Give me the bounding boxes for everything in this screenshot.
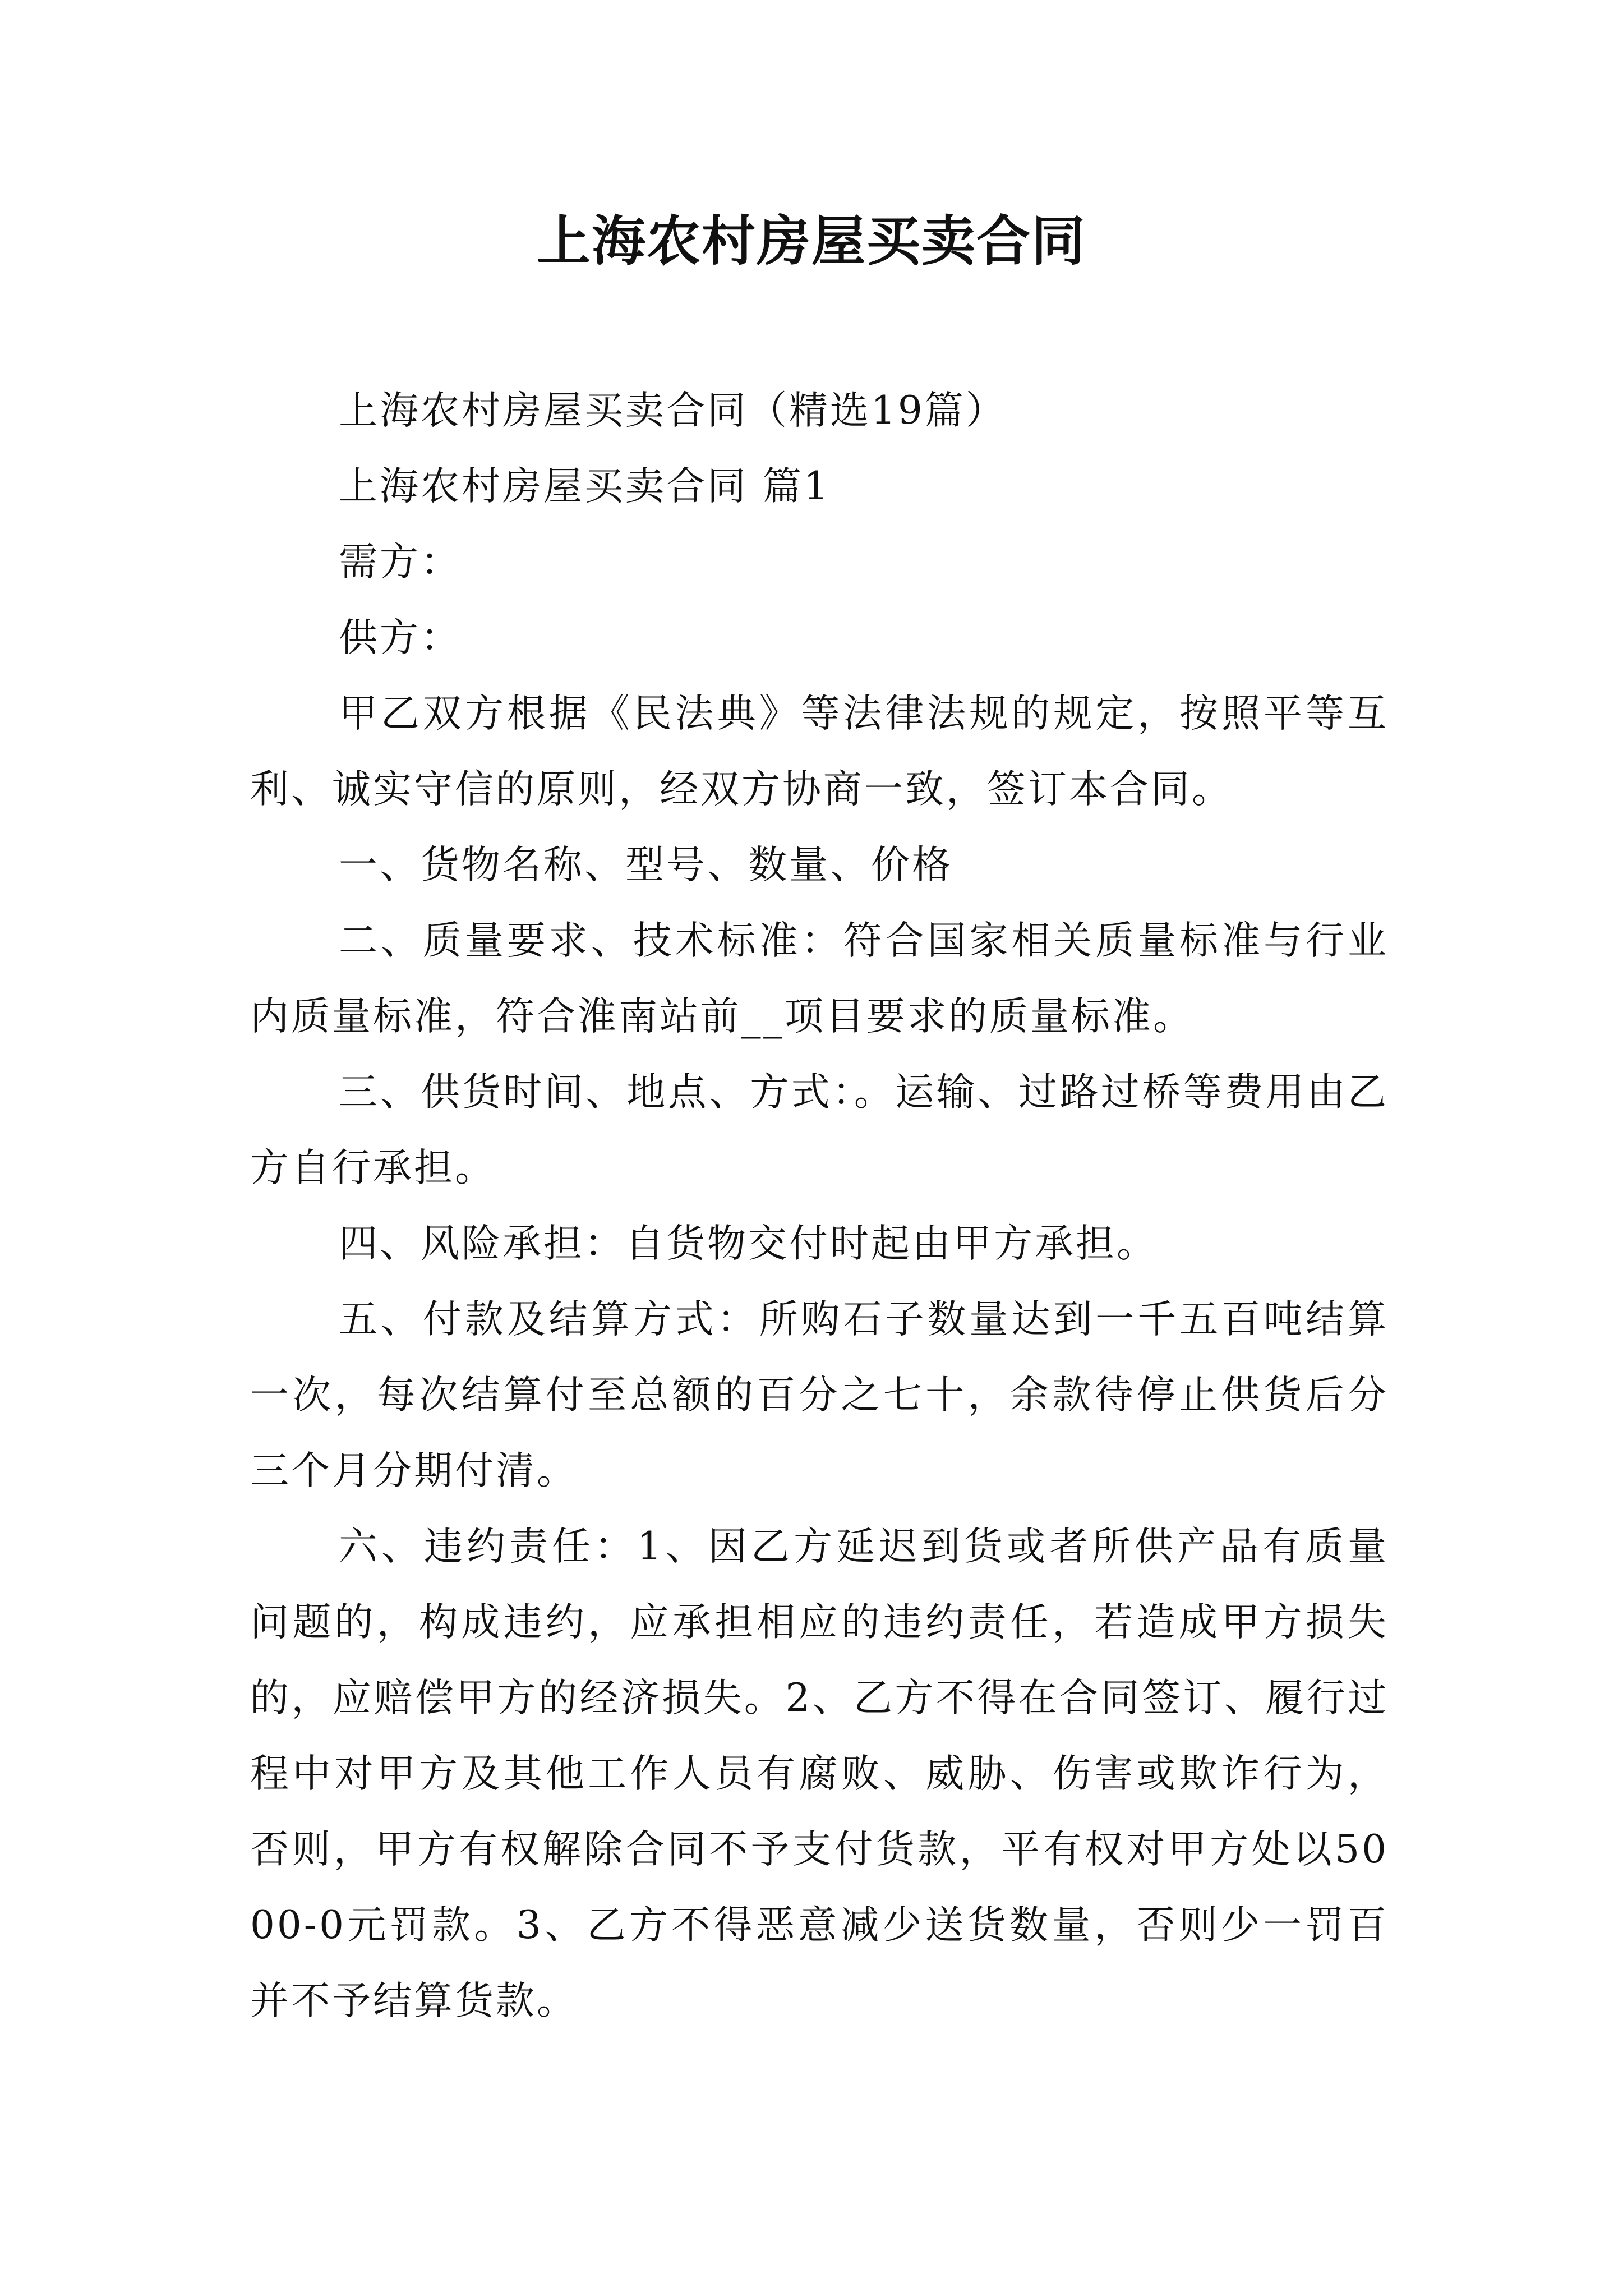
paragraph-clause-1: 一、货物名称、型号、数量、价格 — [339, 843, 953, 887]
paragraph-clause-5: 五、付款及结算方式：所购石子数量达到一千五百吨结算一次，每次结算付至总额的百分之七十，余款待停止供货后分三个月分期付清。 — [250, 1297, 1389, 1493]
paragraph-clause-4: 四、风险承担：自货物交付时起由甲方承担。 — [339, 1221, 1158, 1266]
paragraph-subtitle: 上海农村房屋买卖合同（精选19篇） — [339, 388, 1007, 433]
document-title: 上海农村房屋买卖合同 — [537, 209, 1086, 273]
paragraph-buyer: 需方： — [339, 540, 462, 585]
paragraph-clause-2: 二、质量要求、技术标准：符合国家相关质量标准与行业内质量标准，符合淮南站前__项目要求的质量标准。 — [250, 918, 1389, 1039]
document-body — [250, 373, 1389, 2039]
paragraph-section-heading: 上海农村房屋买卖合同 篇1 — [339, 464, 831, 509]
paragraph-clause-3: 三、供货时间、地点、方式：。运输、过路过桥等费用由乙方自行承担。 — [250, 1070, 1389, 1190]
paragraph-preamble: 甲乙双方根据《民法典》等法律法规的规定，按照平等互利、诚实守信的原则，经双方协商一致，签订本合同。 — [250, 691, 1389, 812]
paragraph-supplier: 供方： — [339, 615, 462, 660]
paragraph-clause-6: 六、违约责任：1、因乙方延迟到货或者所供产品有质量问题的，构成违约，应承担相应的违约责任，若造成甲方损失的，应赔偿甲方的经济损失。2、乙方不得在合同签订、履行过程中对甲方及其他工作人员有腐败、威胁、伤害或欺诈行为，否则，甲方有权解除合同不予支付货款，平有权对甲方处以5000-0元罚款。3、乙方不得恶意减少送货数量，否则少一罚百并不予结算货款。 — [250, 1524, 1389, 2023]
